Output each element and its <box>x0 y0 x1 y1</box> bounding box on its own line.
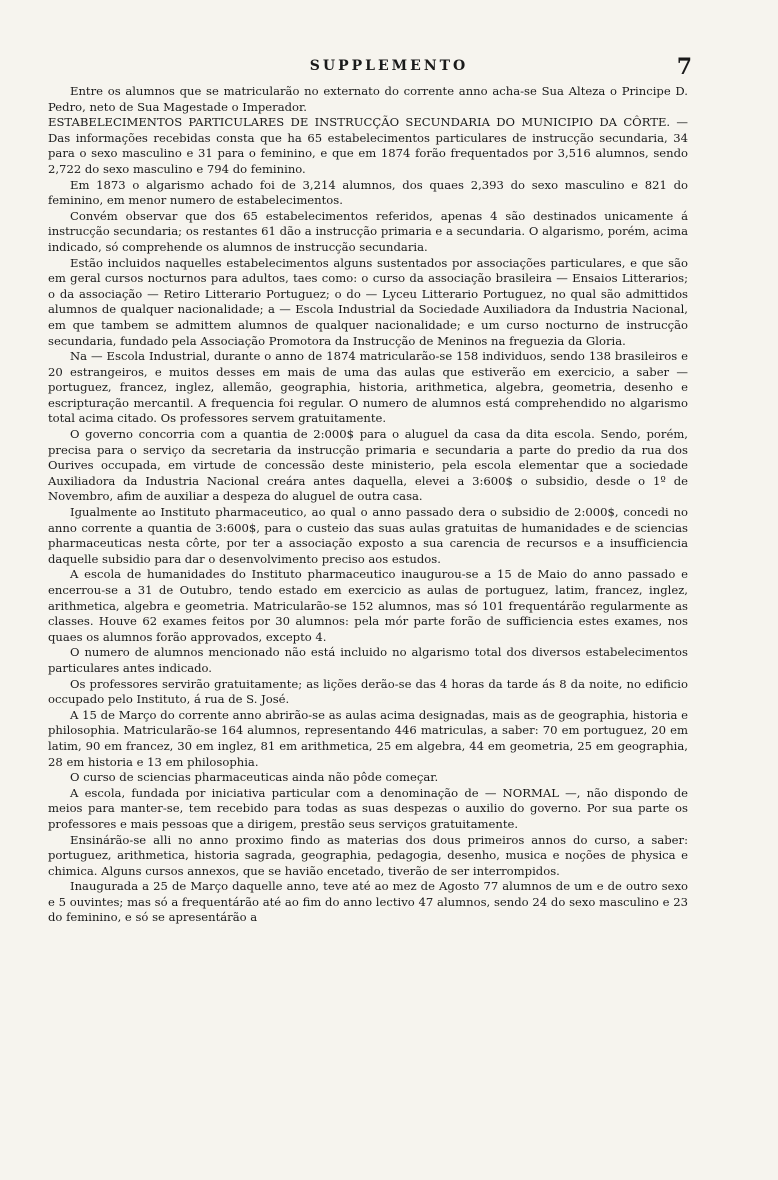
paragraph: Entre os alumnos que se matricularão no externato do corrente anno acha-se Sua Alteza o Principe D. Pedro, neto de Sua Magestade o Imperador. <box>48 84 688 114</box>
paragraph: Em 1873 o algarismo achado foi de 3,214 alumnos, dos quaes 2,393 do sexo masculino e 821 do feminino, em menor numero de estabelecimentos. <box>48 177 688 208</box>
running-title: SUPPLEMENTO <box>309 58 469 74</box>
paragraph: Igualmente ao Instituto pharmaceutico, ao qual o anno passado dera o subsidio de 2:000$, concedi no anno corrente a quantia de 3:600$, para o custeio das suas aulas gratuitas de humanidades e de sciencias pharmaceuticas nesta côrte, por ter a associação exposto a sua carencia de recursos e a insufficiencia daquelle subsidio para dar o desenvolvimento preciso aos estudos. <box>48 505 688 566</box>
paragraph: Estão incluidos naquelles estabelecimentos alguns sustentados por associações particulares, e que são em geral cursos nocturnos para adultos, taes como: o curso da associação brasileira — Ensaios Litterarios; o da associação — Retiro Litterario Portuguez; o do — Lyceu Litterario Portuguez, no qual são admittidos alumnos de qualquer nacionalidade; a — Escola Industrial da Sociedade Auxiliadora da Industria Nacional, em que tambem se admittem alumnos de qualquer nacionalidade; e um curso nocturno de instrucção secundaria, fundado pela Associação Promotora da Instrucção de Meninos na freguezia da Gloria. <box>48 255 688 348</box>
page-number: 7 <box>676 54 692 80</box>
paragraph: Inaugurada a 25 de Março daquelle anno, teve até ao mez de Agosto 77 alumnos de um e de outro sexo e 5 ouvintes; mas só a frequentárão até ao fim do anno lectivo 47 alumnos, sendo 24 do sexo masculino e 23 do feminino, e só se apresentárão a <box>48 879 688 925</box>
page-header <box>0 56 778 80</box>
paragraph: A escola, fundada por iniciativa particular com a denominação de — NORMAL —, não dispondo de meios para manter-se, tem recebido para todas as suas despezas o auxilio do governo. Por sua parte os professores e mais pessoas que a dirigem, prestão seus serviços gratuitamente. <box>48 785 688 831</box>
section-paragraph: ESTABELECIMENTOS PARTICULARES DE INSTRUCÇÃO SECUNDARIA DO MUNICIPIO DA CÔRTE. — Das informações recebidas consta que ha 65 estabelecimentos particulares de instrucção secundaria, 34 para o sexo masculino e 31 para o feminino, e que em 1874 forão frequentados por 3,516 alumnos, sendo 2,722 do sexo masculino e 794 do feminino. <box>48 115 688 176</box>
paragraph: O governo concorria com a quantia de 2:000$ para o aluguel da casa da dita escola. Sendo, porém, precisa para o serviço da secretaria da instrucção primaria e secundaria a parte do predio da rua dos Ourives occupada, em virtude de concessão deste ministerio, pela escola elementar que a sociedade Auxiliadora da Industria Nacional creára antes daquella, elevei a 3:600$ o subsidio, desde o 1º de Novembro, afim de auxiliar a despeza do aluguel de outra casa. <box>48 427 688 504</box>
paragraph: Os professores servirão gratuitamente; as lições derão-se das 4 horas da tarde ás 8 da noite, no edificio occupado pelo Instituto, á rua de S. José. <box>48 676 688 707</box>
paragraph: A escola de humanidades do Instituto pharmaceutico inaugurou-se a 15 de Maio do anno passado e encerrou-se a 31 de Outubro, tendo estado em exercicio as aulas de portuguez, latim, francez, inglez, arithmetica, algebra e geometria. Matricularão-se 152 alumnos, mas só 101 frequentárão regularmente as classes. Houve 62 exames feitos por 30 alumnos: pela mór parte forão de sufficiencia estes exames, nos quaes os alumnos forão approvados, excepto 4. <box>48 567 688 644</box>
paragraph: A 15 de Março do corrente anno abrirão-se as aulas acima designadas, mais as de geographia, historia e philosophia. Matricularão-se 164 alumnos, representando 446 matriculas, a saber: 70 em portuguez, 20 em latim, 90 em francez, 30 em inglez, 81 em arithmetica, 25 em algebra, 44 em geometria, 25 em geographia, 28 em historia e 13 em philosophia. <box>48 707 688 769</box>
paragraph: O numero de alumnos mencionado não está incluido no algarismo total dos diversos estabelecimentos particulares antes indicado. <box>48 645 688 675</box>
paragraph: Na — Escola Industrial, durante o anno de 1874 matricularão-se 158 individuos, sendo 138 brasileiros e 20 estrangeiros, e muitos desses em mais de uma das aulas que estiverão em exercicio, a saber — portuguez, francez, inglez, allemão, geographia, historia, arithmetica, algebra, geometria, desenho e escripturação mercantil. A frequencia foi regular. O numero de alumnos está comprehendido no algarismo total acima citado. Os professores servem gratuitamente. <box>48 349 688 426</box>
paragraph: Convém observar que dos 65 estabelecimentos referidos, apenas 4 são destinados unicamente á instrucção secundaria; os restantes 61 dão a instrucção primaria e a secundaria. O algarismo, porém, acima indicado, só comprehende os alumnos de instrucção secundaria. <box>48 208 688 254</box>
paragraph: Ensinárão-se alli no anno proximo findo as materias dos dous primeiros annos do curso, a saber: portuguez, arithmetica, historia sagrada, geographia, pedagogia, desenho, musica e noções de physica e chimica. Alguns cursos annexos, que se havião encetado, tiverão de ser interrompidos. <box>48 832 688 878</box>
text-body <box>48 84 688 926</box>
paragraph: O curso de sciencias pharmaceuticas ainda não pôde começar. <box>70 770 439 785</box>
